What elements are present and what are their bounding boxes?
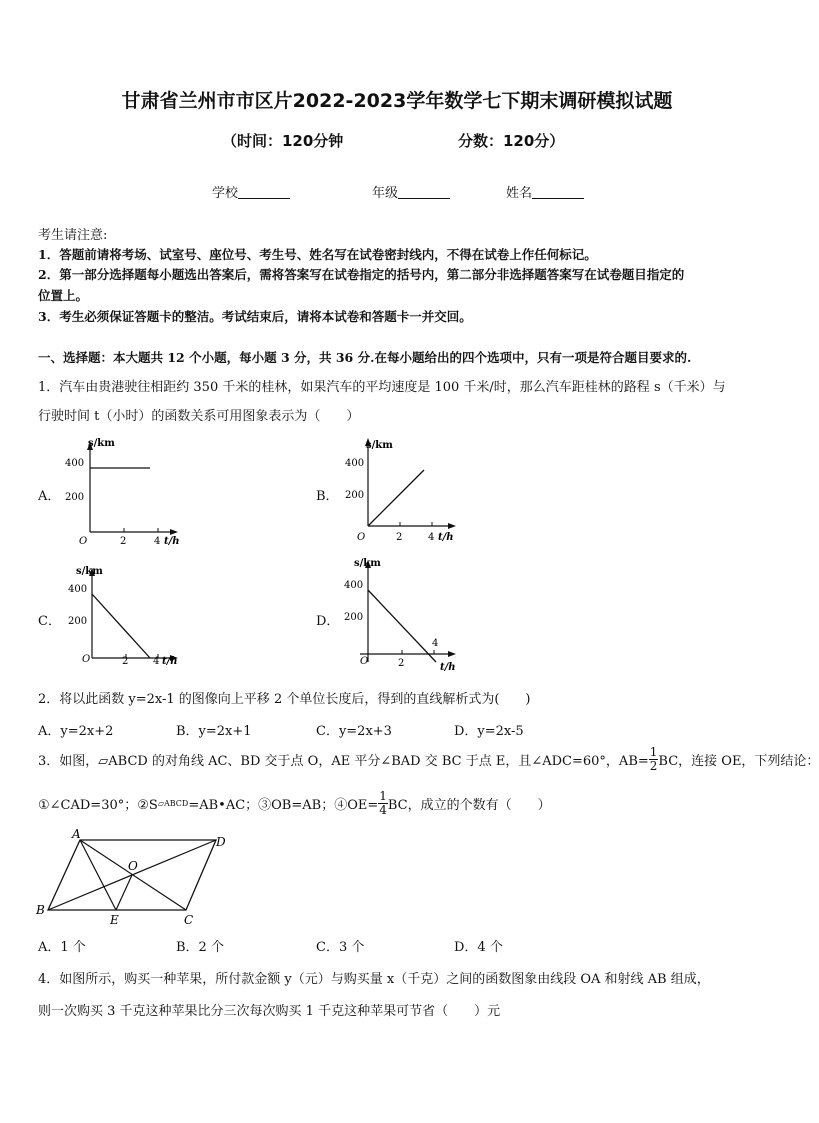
graph-b-y200: 200 <box>345 490 365 501</box>
q2-option-b[interactable]: B．y=2x+1 <box>176 724 252 739</box>
notice-item-1: 1．答题前请将考场、试室号、座位号、考生号、姓名写在试卷密封线内，不得在试卷上作任何标记。 <box>38 247 597 262</box>
q1-stem-line2: 行驶时间 t（小时）的函数关系可用图象表示为（ ） <box>38 409 360 424</box>
q3-option-c[interactable]: C．3 个 <box>316 940 365 955</box>
grade-label: 年级 <box>372 186 399 201</box>
q2-option-d[interactable]: D．y=2x-5 <box>454 724 524 739</box>
graph-b-x4: 4 <box>428 532 435 543</box>
exam-score: 分数：120分） <box>458 132 565 150</box>
q3-fraction-quarter <box>378 790 388 817</box>
notice-item-2-cont: 位置上。 <box>38 288 89 303</box>
q1-graph-b[interactable] <box>340 432 470 552</box>
name-blank[interactable] <box>532 186 584 199</box>
q1-option-a-label[interactable]: A． <box>38 489 61 504</box>
q3-option-b[interactable]: B．2 个 <box>176 940 224 955</box>
graph-c-y400: 400 <box>68 584 88 595</box>
graph-c-y200: 200 <box>68 616 88 627</box>
point-b-label: B <box>36 903 45 917</box>
graph-b-origin: O <box>357 532 366 543</box>
graph-b-ylabel: s/km <box>366 440 393 451</box>
q1-stem-line1: 1．汽车由贵港驶往相距约 350 千米的桂林，如果汽车的平均速度是 100 千米/时，那么汽车距桂林的路程 s（千米）与 <box>38 380 726 395</box>
q1-graph-d[interactable] <box>340 552 470 676</box>
q3-frac2-numerator: 1 <box>379 789 387 803</box>
q2-option-a[interactable]: A．y=2x+2 <box>38 724 114 739</box>
school-label: 学校 <box>212 186 239 201</box>
q1-graph-c[interactable] <box>62 558 192 678</box>
q3-stem-line1 <box>38 746 819 773</box>
q2-stem: 2．将以此函数 y=2x-1 的图像向上平移 2 个单位长度后，得到的直线解析式为( ) <box>38 692 531 707</box>
graph-c-origin: O <box>82 654 91 665</box>
name-field[interactable] <box>506 182 584 201</box>
graph-a-xlabel: t/h <box>164 536 180 547</box>
point-d-label: D <box>216 835 226 849</box>
graph-a-y200: 200 <box>65 492 85 503</box>
exam-time: （时间：120分钟 <box>222 132 344 150</box>
graph-c-ylabel: s/km <box>76 566 103 577</box>
notice-item-2: 2．第一部分选择题每小题选出答案后，需将答案写在试卷指定的括号内，第二部分非选择题答案写在试卷题目指定的 <box>38 267 685 282</box>
page-title: 甘肃省兰州市市区片2022-2023学年数学七下期末调研模拟试题 <box>121 90 673 112</box>
q3-stem-line2-c: BC，成立的个数有（ ） <box>387 798 551 813</box>
q1-graph-a[interactable] <box>62 432 192 552</box>
q3-stem-line2-b: =AB•AC；③OB=AB；④OE= <box>188 798 379 813</box>
point-c-label: C <box>184 913 194 927</box>
q3-stem-line2 <box>38 790 551 817</box>
q3-frac2-denominator: 4 <box>379 803 387 817</box>
graph-a-x2: 2 <box>120 536 127 547</box>
name-label: 姓名 <box>506 186 533 201</box>
graph-d-origin: O <box>360 656 369 667</box>
graph-d-y400: 400 <box>344 580 364 591</box>
q3-option-a[interactable]: A．1 个 <box>38 940 86 955</box>
q2-option-c[interactable]: C．y=2x+3 <box>316 724 392 739</box>
q3-stem-line1-b: BC，连接 OE，下列结论： <box>658 754 819 769</box>
grade-blank[interactable] <box>398 186 450 199</box>
q1-option-b-label[interactable]: B． <box>316 489 339 504</box>
grade-field[interactable] <box>372 182 450 201</box>
graph-b-y400: 400 <box>345 458 365 469</box>
point-a-label: A <box>72 827 81 841</box>
q3-area-subscript: ▱ABCD <box>157 799 189 808</box>
graph-c-x4: 4 <box>153 656 160 667</box>
graph-b-x2: 2 <box>396 532 403 543</box>
q3-option-d[interactable]: D．4 个 <box>454 940 503 955</box>
q3-stem-line1-a: 3．如图，▱ABCD 的对角线 AC、BD 交于点 O，AE 平分∠BAD 交 BC 于点 E，且∠ADC=60°，AB= <box>38 754 649 769</box>
graph-d-ylabel: s/km <box>354 558 381 569</box>
q3-frac1-denominator: 2 <box>649 759 658 773</box>
q3-frac1-numerator: 1 <box>649 745 658 759</box>
graph-b-xlabel: t/h <box>438 532 454 543</box>
notice-item-3: 3．考生必须保证答题卡的整洁。考试结束后，请将本试卷和答题卡一并交回。 <box>38 309 472 324</box>
graph-c-xlabel: t/h <box>162 656 178 667</box>
graph-a-x4: 4 <box>154 536 161 547</box>
school-blank[interactable] <box>238 186 290 199</box>
graph-d-y200: 200 <box>344 612 364 623</box>
point-e-label: E <box>110 913 119 927</box>
school-field[interactable] <box>212 182 290 201</box>
graph-a-ylabel: s/km <box>88 438 115 449</box>
q1-option-d-label[interactable]: D． <box>316 614 340 629</box>
graph-d-x4: 4 <box>432 638 439 649</box>
notice-heading: 考生请注意: <box>38 228 108 243</box>
q4-stem-line2: 则一次购买 3 千克这种苹果比分三次每次购买 1 千克这种苹果可节省（ ）元 <box>38 1004 501 1019</box>
section-1-heading: 一、选择题：本大题共 12 个小题，每小题 3 分，共 36 分.在每小题给出的四个选项中，只有一项是符合题目要求的. <box>38 350 692 365</box>
q3-parallelogram-figure <box>34 826 234 928</box>
graph-a-origin: O <box>79 536 88 547</box>
graph-a-y400: 400 <box>65 458 85 469</box>
q1-option-c-label[interactable]: C． <box>38 614 61 629</box>
graph-c-x2: 2 <box>122 656 129 667</box>
graph-d-xlabel: t/h <box>440 662 456 673</box>
q4-stem-line1: 4．如图所示，购买一种苹果，所付款金额 y（元）与购买量 x（千克）之间的函数图象由线段 OA 和射线 AB 组成， <box>38 972 710 987</box>
graph-d-x2: 2 <box>398 658 405 669</box>
q3-stem-line2-a: ①∠CAD=30°；②S <box>38 798 158 813</box>
q3-fraction-half <box>649 746 659 773</box>
point-o-label: O <box>128 859 138 873</box>
